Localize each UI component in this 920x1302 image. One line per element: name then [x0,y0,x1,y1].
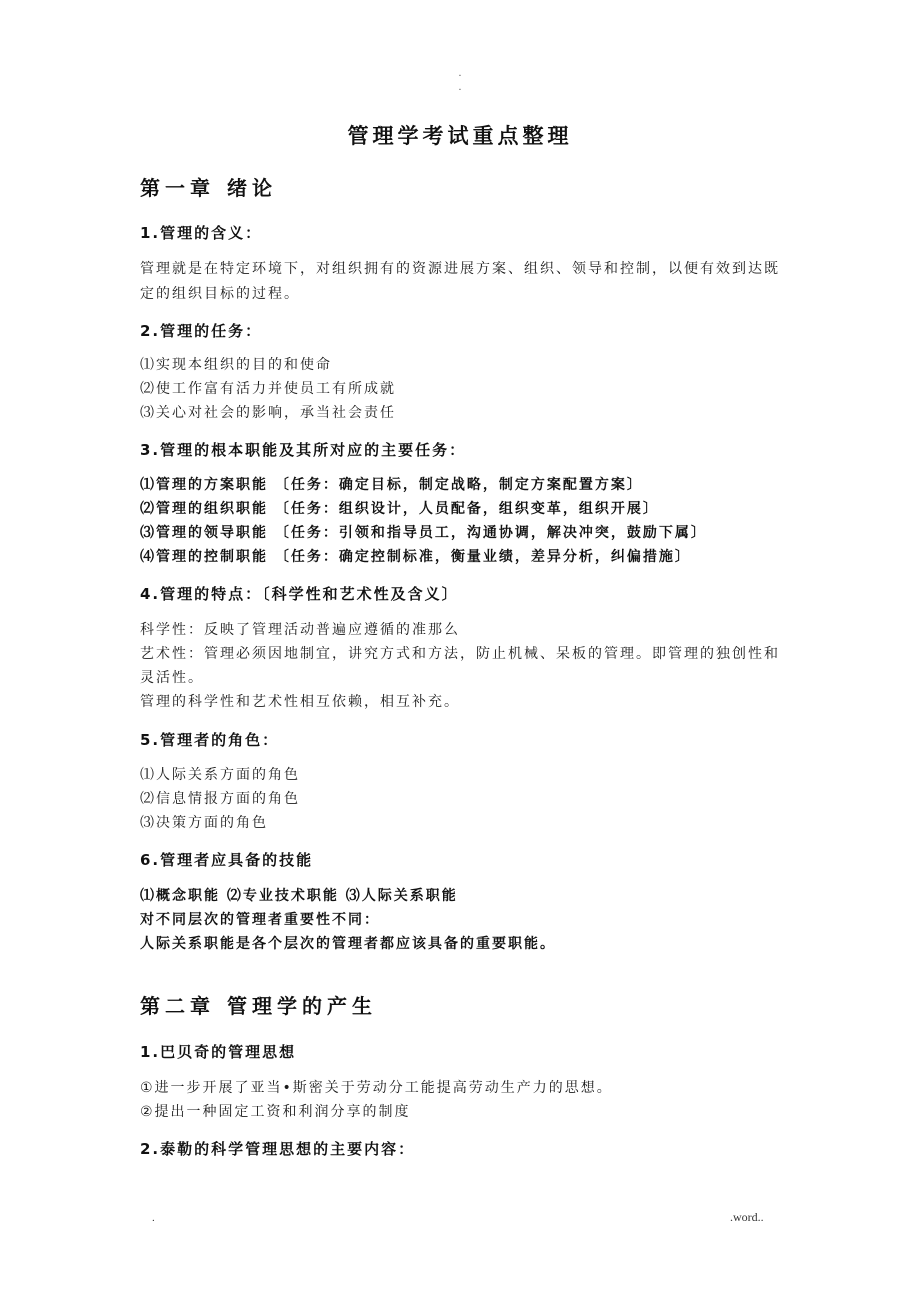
paragraph-line: 人际关系职能是各个层次的管理者都应该具备的重要职能。 [140,936,556,952]
paragraph-line: 艺术性：管理必须因地制宜，讲究方式和方法，防止机械、呆板的管理。即管理的独创性和 [140,646,780,662]
list-item: ⑴管理的方案职能 〔任务：确定目标，制定战略，制定方案配置方案〕 [140,477,643,493]
section-2-title: 2.泰勒的科学管理思想的主要内容： [140,1140,416,1158]
list-item: ①进一步开展了亚当•斯密关于劳动分工能提高劳动生产力的思想。 [140,1080,613,1096]
paragraph-line: 管理的科学性和艺术性相互依赖，相互补充。 [140,694,460,710]
section-1-line: 定的组织目标的过程。 [140,286,300,302]
list-item: ⑵使工作富有活力并使员工有所成就 [140,381,396,397]
list-item: ⑶关心对社会的影响，承当社会责任 [140,405,396,421]
paragraph-line: ⑴概念职能 ⑵专业技术职能 ⑶人际关系职能 [140,888,458,904]
section-5-title: 5.管理者的角色： [140,731,280,749]
header-dots: · · [458,71,462,96]
list-item: ⑵管理的组织职能 〔任务：组织设计，人员配备，组织变革，组织开展〕 [140,501,659,517]
section-4-title: 4.管理的特点：〔科学性和艺术性及含义〕 [140,585,459,603]
section-1-title: 1.巴贝奇的管理思想 [140,1043,297,1061]
footer-left-mark: . [152,1212,155,1224]
list-item: ⑵信息情报方面的角色 [140,791,300,807]
chapter-2-heading: 第二章 管理学的产生 [140,994,377,1018]
footer-right-mark: .word.. [730,1210,764,1224]
paragraph-line: 对不同层次的管理者重要性不同： [140,912,380,928]
list-item: ⑴人际关系方面的角色 [140,767,300,783]
section-6-title: 6.管理者应具备的技能 [140,851,314,869]
list-item: ②提出一种固定工资和利润分享的制度 [140,1104,411,1120]
paragraph-line: 科学性：反映了管理活动普遍应遵循的准那么 [140,622,460,638]
section-2-title: 2.管理的任务： [140,322,263,340]
list-item: ⑴实现本组织的目的和使命 [140,357,332,373]
list-item: ⑶管理的领导职能 〔任务：引领和指导员工，沟通协调，解决冲突，鼓励下属〕 [140,525,707,541]
list-item: ⑷管理的控制职能 〔任务：确定控制标准，衡量业绩，差异分析，纠偏措施〕 [140,549,691,565]
section-1-title: 1.管理的含义： [140,224,263,242]
paragraph-line: 灵活性。 [140,670,204,686]
list-item: ⑶决策方面的角色 [140,815,268,831]
section-1-line: 管理就是在特定环境下，对组织拥有的资源进展方案、组织、领导和控制，以便有效到达既 [140,261,780,277]
chapter-1-heading: 第一章 绪论 [140,176,277,200]
section-3-title: 3.管理的根本职能及其所对应的主要任务： [140,441,467,459]
document-title: 管理学考试重点整理 [347,124,573,148]
